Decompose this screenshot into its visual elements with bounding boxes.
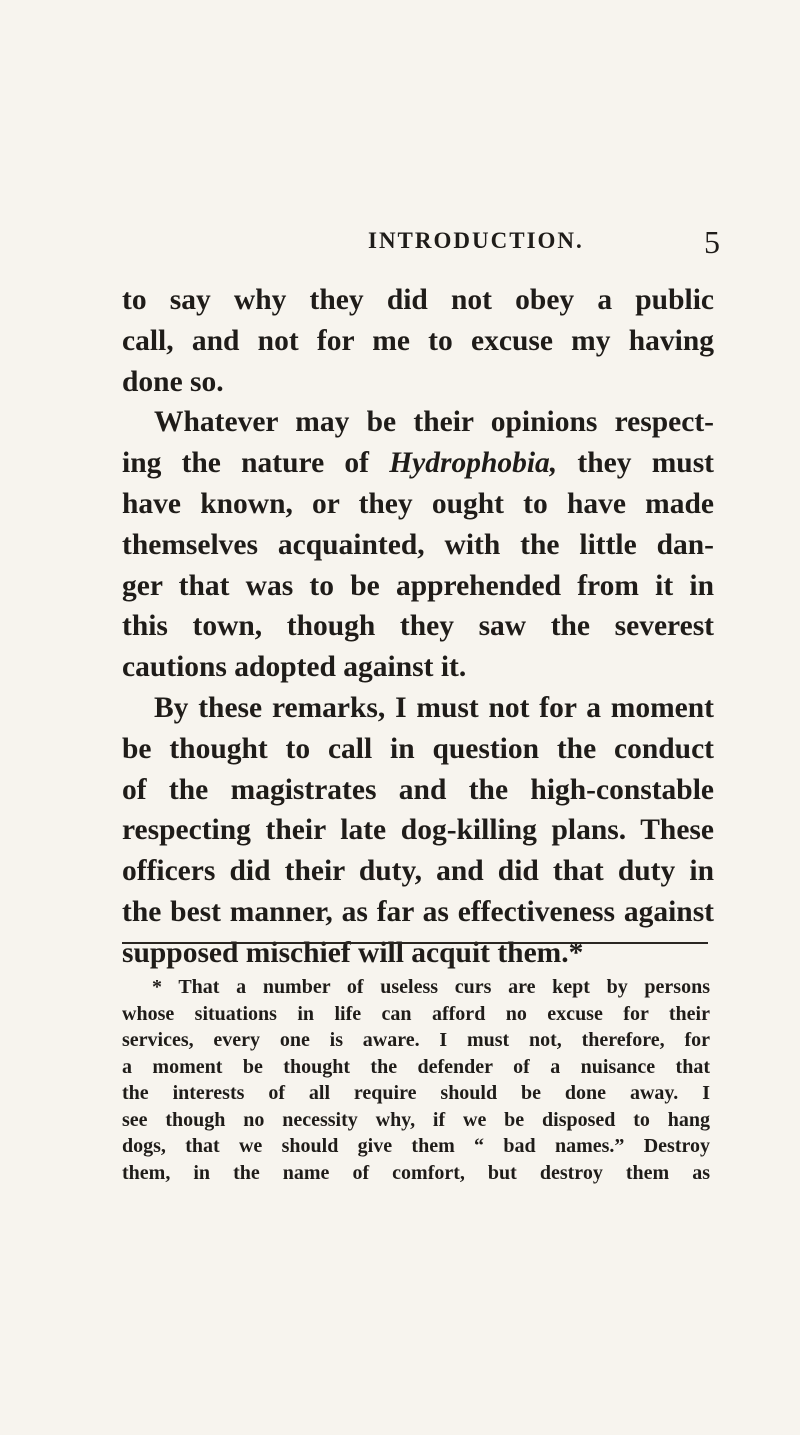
body-line: be thought to call in question the conduct [122, 732, 714, 765]
body-line: ger that was to be apprehended from it in [122, 569, 714, 602]
body-line: call, and not for me to excuse my having [122, 324, 714, 357]
footnote-line: whose situations in life can afford no excuse for their [122, 1002, 710, 1025]
footnote-line: a moment be thought the defender of a nuisance that [122, 1055, 710, 1078]
page-header [120, 224, 720, 268]
body-line: officers did their duty, and did that duty in [122, 855, 714, 888]
text-run: they must [557, 447, 714, 480]
body-line: done so. [122, 365, 224, 398]
body-line: respecting their late dog-killing plans. These [122, 814, 714, 847]
running-head: INTRODUCTION. [368, 228, 584, 253]
footnote-line: * That a number of useless curs are kept by persons [152, 976, 710, 998]
body-line [122, 443, 714, 484]
page-number: 5 [704, 224, 720, 260]
footnote-line: services, every one is aware. I must not, therefore, for [122, 1029, 710, 1051]
footnote-line: see though no necessity why, if we be disposed to hang [122, 1108, 710, 1131]
footnote-line: dogs, that we should give them “ bad names.” Destroy [122, 1135, 710, 1157]
body-line: supposed mischief will acquit them.* [122, 936, 584, 969]
body-line: themselves acquainted, with the little dan- [122, 528, 714, 561]
paragraph-start-line: Whatever may be their opinions respect- [154, 406, 714, 439]
body-line: cautions adopted against it. [122, 651, 467, 684]
footnote [122, 974, 710, 1186]
footnote-line: them, in the name of comfort, but destroy them as [122, 1161, 710, 1184]
body-line: to say why they did not obey a public [122, 284, 714, 316]
body-line: have known, or they ought to have made [122, 487, 714, 520]
paragraph-start-line: By these remarks, I must not for a moment [154, 691, 714, 724]
footnote-line: the interests of all require should be done away. I [122, 1082, 710, 1104]
text-run: ing the nature of [122, 447, 390, 480]
body-line: the best manner, as far as effectiveness against [122, 895, 714, 928]
body-text [122, 280, 714, 974]
footnote-rule [122, 942, 708, 944]
italic-term: Hydrophobia, [389, 447, 558, 480]
body-line: this town, though they saw the severest [122, 610, 714, 643]
body-line: of the magistrates and the high-constable [122, 773, 714, 806]
